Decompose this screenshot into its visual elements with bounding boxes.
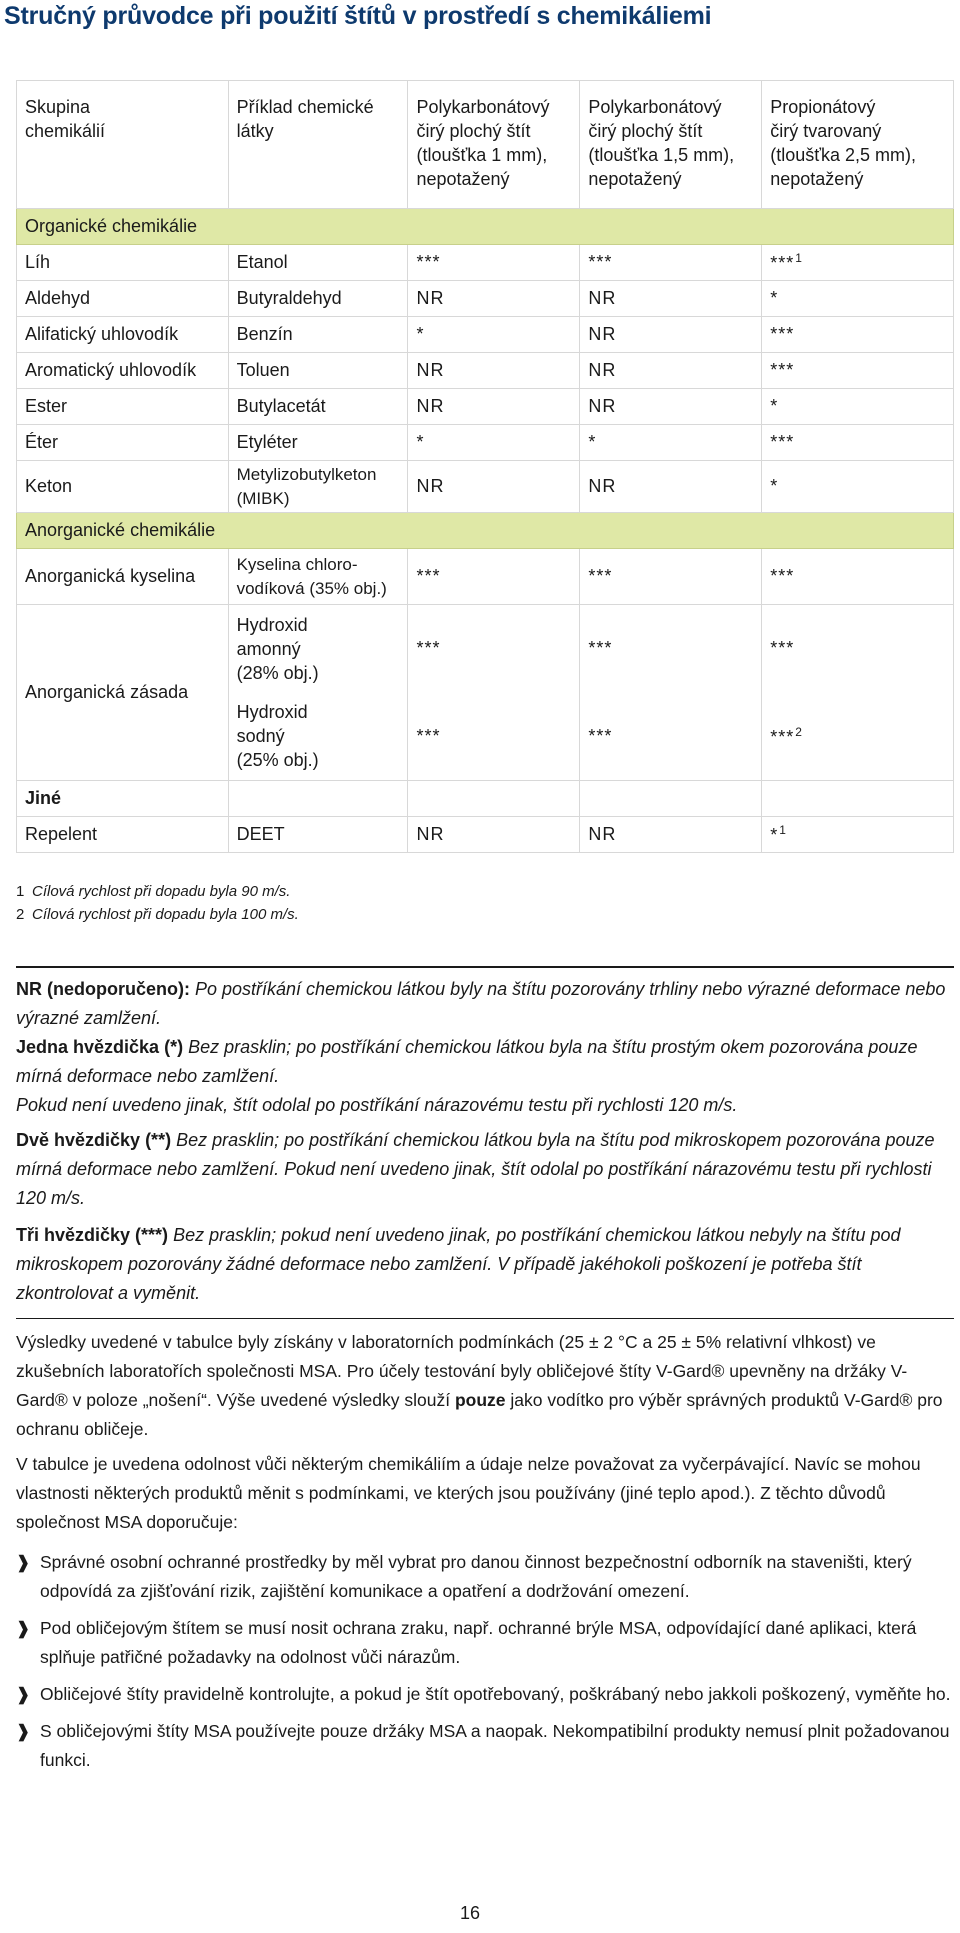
table-row bbox=[17, 389, 954, 425]
cell-rating: *** bbox=[580, 549, 762, 605]
cell-rating: NR bbox=[408, 353, 580, 389]
cell-group: Keton bbox=[17, 461, 229, 513]
cell-rating: *** bbox=[762, 317, 954, 353]
section-other-row bbox=[17, 781, 954, 817]
table-header-row bbox=[17, 81, 954, 209]
list-item: ❱ S obličejovými štíty MSA používejte pouze držáky MSA a naopak. Nekompatibilní produkty nemusí plnit požadovanou funkci. bbox=[16, 1717, 951, 1775]
list-item: ❱ Správné osobní ochranné prostředky by měl vybrat pro danou činnost bezpečnostní odborník na staveništi, který odpovídá za zjišťování rizik, zajištění komunikace a opatření a dodržování omezení. bbox=[16, 1548, 951, 1606]
section-title: Jiné bbox=[17, 781, 229, 817]
cell-example: Metylizobutylketon (MIBK) bbox=[228, 461, 408, 513]
cell-group: Repelent bbox=[17, 817, 229, 853]
table-row bbox=[17, 605, 954, 693]
cell-rating: * bbox=[762, 281, 954, 317]
cell-rating: * bbox=[408, 425, 580, 461]
bullet-arrow-icon: ❱ bbox=[16, 1553, 31, 1572]
cell-group: Ester bbox=[17, 389, 229, 425]
results-paragraph: Výsledky uvedené v tabulce byly získány v laboratorních podmínkách (25 ± 2 °C a 25 ± 5% relativní vlhkost) ve zkušebních laboratořích společnosti MSA. Pro účely testování byly obličejové štíty V-Gard® upevněny na držáky V-Gard® v poloze „nošení“. Výše uvedené výsledky slouží pouze jako vodítko pro výběr správných produktů V-Gard® pro ochranu obličeje. bbox=[16, 1332, 943, 1439]
cell-rating: * bbox=[762, 461, 954, 513]
cell-example: Kyselina chloro- vodíková (35% obj.) bbox=[228, 549, 408, 605]
cell-rating: * bbox=[762, 389, 954, 425]
divider bbox=[16, 966, 954, 968]
cell-rating: NR bbox=[580, 817, 762, 853]
table-row bbox=[17, 317, 954, 353]
section-title: Anorganické chemikálie bbox=[17, 513, 954, 549]
table-row bbox=[17, 461, 954, 513]
list-item: ❱ Pod obličejovým štítem se musí nosit ochrana zraku, např. ochranné brýle MSA, odpovídající dané aplikaci, která splňuje patřičné požadavky na odolnost vůči nárazům. bbox=[16, 1614, 951, 1672]
bullet-arrow-icon: ❱ bbox=[16, 1685, 31, 1704]
section-inorganic-row bbox=[17, 513, 954, 549]
cell-example: Hydroxid sodný (25% obj.) bbox=[228, 693, 408, 781]
table-row bbox=[17, 425, 954, 461]
bullet-arrow-icon: ❱ bbox=[16, 1722, 31, 1741]
chemical-resistance-table bbox=[16, 80, 954, 853]
legend-one-star: Jedna hvězdička (*) Bez prasklin; po postříkání chemickou látkou byla na štítu prostým okem pozorována pouze mírná deformace nebo zamlžení. Pokud není uvedeno jinak, štít odolal po postříkání nárazovému testu při rychlosti 120 m/s. bbox=[16, 1037, 918, 1115]
table-footnotes bbox=[16, 880, 299, 926]
section-title: Organické chemikálie bbox=[17, 209, 954, 245]
cell-rating: NR bbox=[580, 461, 762, 513]
divider bbox=[16, 1318, 954, 1319]
header-shield-1mm: Polykarbonátový čirý plochý štít (tloušťka 1 mm), nepotažený bbox=[408, 81, 580, 209]
cell-rating: *** bbox=[762, 353, 954, 389]
cell-group: Líh bbox=[17, 245, 229, 281]
cell-rating: NR bbox=[408, 461, 580, 513]
header-example: Příklad chemické látky bbox=[228, 81, 408, 209]
header-shield-2-5mm: Propionátový čirý tvarovaný (tloušťka 2,5 mm), nepotažený bbox=[762, 81, 954, 209]
cell-example: Toluen bbox=[228, 353, 408, 389]
cell-rating: *** bbox=[580, 693, 762, 781]
legend-three-stars: Tři hvězdičky (***) Bez prasklin; pokud není uvedeno jinak, po postříkání chemickou látkou nebyly na štítu pod mikroskopem pozorovány žádné deformace nebo zamlžení. V případě jakéhokoli poškození je potřeba štít zkontrolovat a vyměnit. bbox=[16, 1225, 901, 1303]
cell-example: Butylacetát bbox=[228, 389, 408, 425]
table-row bbox=[17, 353, 954, 389]
cell-group: Éter bbox=[17, 425, 229, 461]
cell-rating: * bbox=[580, 425, 762, 461]
cell-rating: *** bbox=[580, 245, 762, 281]
page-title: Stručný průvodce při použití štítů v prostředí s chemikáliemi bbox=[4, 2, 712, 30]
cell-rating: *** bbox=[762, 605, 954, 693]
cell-group: Aromatický uhlovodík bbox=[17, 353, 229, 389]
list-item: ❱ Obličejové štíty pravidelně kontrolujte, a pokud je štít opotřebovaný, poškrábaný nebo jakkoli poškozený, vyměňte ho. bbox=[16, 1680, 951, 1709]
cell-rating: NR bbox=[580, 389, 762, 425]
footnote: 2 Cílová rychlost při dopadu byla 100 m/s. bbox=[16, 906, 299, 923]
cell-rating: *** bbox=[408, 693, 580, 781]
cell-example: Hydroxid amonný (28% obj.) bbox=[228, 605, 408, 693]
legend-two-stars: Dvě hvězdičky (**) Bez prasklin; po postříkání chemickou látkou byla na štítu pod mikroskopem pozorována pouze mírná deformace nebo zamlžení. Pokud není uvedeno jinak, štít odolal po postříkání nárazovému testu při rychlosti 120 m/s. bbox=[16, 1130, 935, 1208]
cell-rating: NR bbox=[580, 317, 762, 353]
cell-rating: NR bbox=[580, 281, 762, 317]
cell-rating: *** bbox=[408, 245, 580, 281]
cell-rating: NR bbox=[408, 389, 580, 425]
cell-rating: *** bbox=[408, 605, 580, 693]
cell-rating: ***$^2$ bbox=[762, 693, 954, 781]
cell-example: Etyléter bbox=[228, 425, 408, 461]
page-number: 16 bbox=[460, 1903, 481, 1923]
cell-group: Anorganická kyselina bbox=[17, 549, 229, 605]
cell-rating: *** bbox=[580, 605, 762, 693]
header-group: Skupina chemikálií bbox=[17, 81, 229, 209]
header-shield-1-5mm: Polykarbonátový čirý plochý štít (tloušťka 1,5 mm), nepotažený bbox=[580, 81, 762, 209]
cell-example: Butyraldehyd bbox=[228, 281, 408, 317]
table-row bbox=[17, 549, 954, 605]
cell-rating: * bbox=[408, 317, 580, 353]
cell-group: Anorganická zásada bbox=[17, 605, 229, 781]
cell-rating: NR bbox=[408, 281, 580, 317]
cell-rating: NR bbox=[408, 817, 580, 853]
table-row bbox=[17, 817, 954, 853]
footnote: 1 Cílová rychlost při dopadu byla 90 m/s. bbox=[16, 883, 291, 900]
table-row bbox=[17, 281, 954, 317]
cell-rating: *** bbox=[762, 549, 954, 605]
bullet-arrow-icon: ❱ bbox=[16, 1619, 31, 1638]
cell-rating: *** bbox=[408, 549, 580, 605]
cell-example: DEET bbox=[228, 817, 408, 853]
cell-rating: *$^1$ bbox=[762, 817, 954, 853]
scope-paragraph: V tabulce je uvedena odolnost vůči některým chemikáliím a údaje nelze považovat za vyčerpávající. Navíc se mohou vlastnosti některých produktů měnit s podmínkami, ve kterých jsou používány (jiné teplo apod.). Z těchto důvodů společnost MSA doporučuje: bbox=[16, 1454, 921, 1532]
cell-rating: *** bbox=[762, 425, 954, 461]
cell-example: Benzín bbox=[228, 317, 408, 353]
cell-rating: NR bbox=[580, 353, 762, 389]
legend-nr: NR (nedoporučeno): Po postříkání chemickou látkou byly na štítu pozorovány trhliny nebo výrazné deformace nebo výrazné zamlžení. bbox=[16, 979, 946, 1028]
table-row bbox=[17, 245, 954, 281]
cell-group: Alifatický uhlovodík bbox=[17, 317, 229, 353]
recommendation-list bbox=[16, 1548, 951, 1783]
cell-rating: ***$^1$ bbox=[762, 245, 954, 281]
cell-group: Aldehyd bbox=[17, 281, 229, 317]
section-organic-row bbox=[17, 209, 954, 245]
cell-example: Etanol bbox=[228, 245, 408, 281]
